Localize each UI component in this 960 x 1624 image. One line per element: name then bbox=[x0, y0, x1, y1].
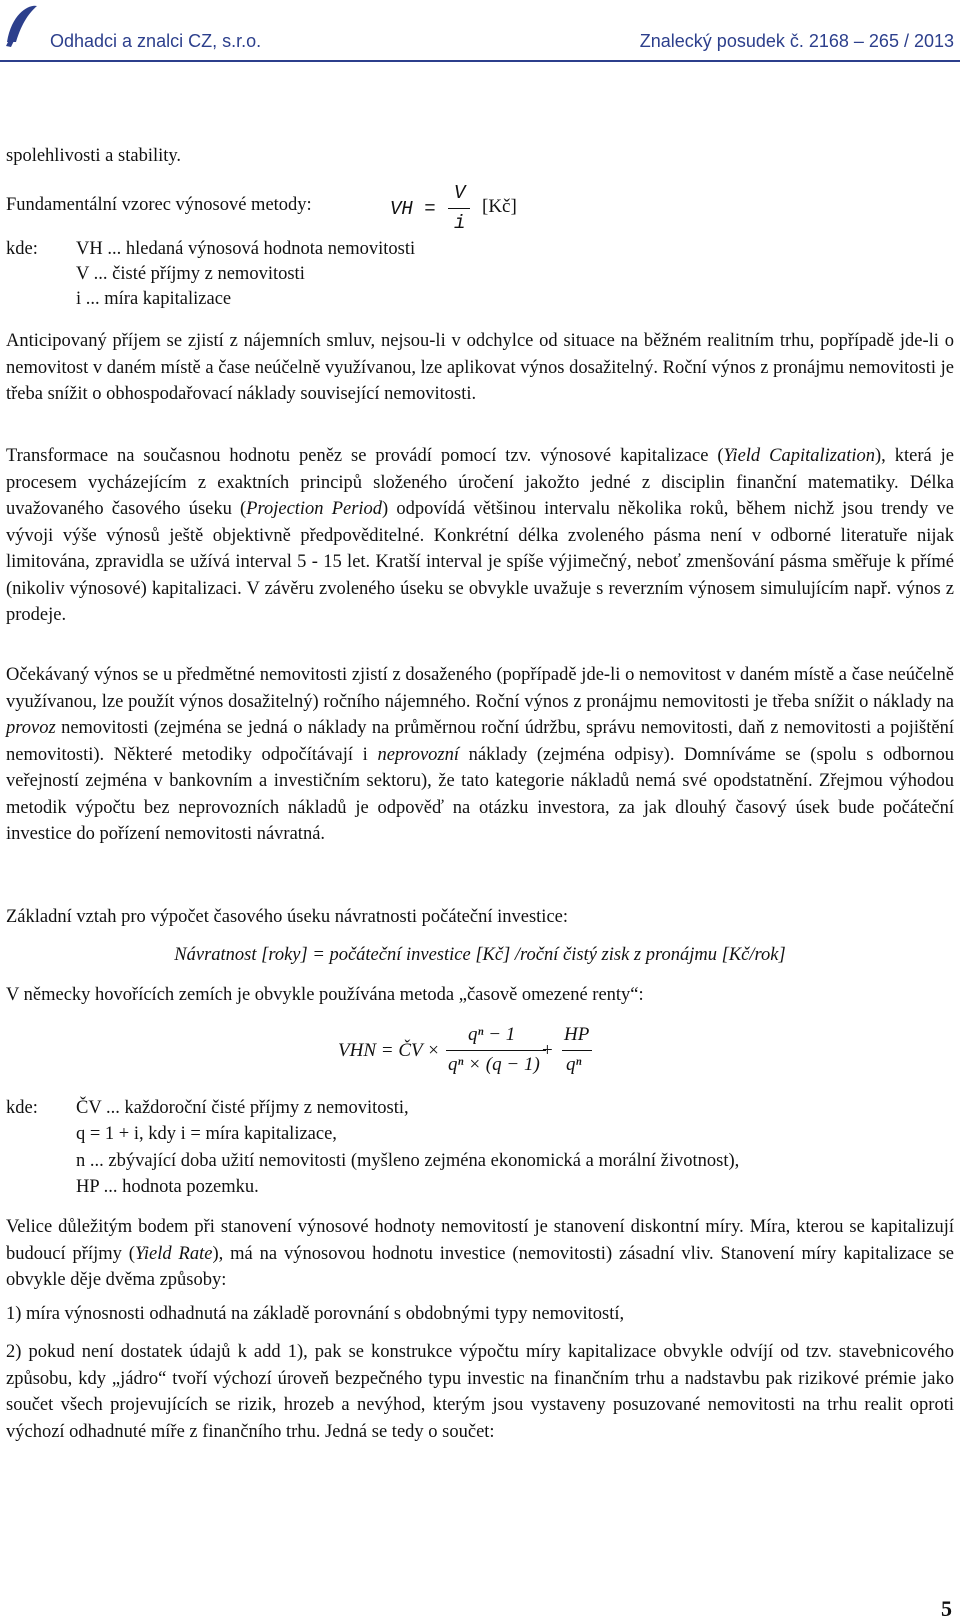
page-header bbox=[0, 0, 960, 64]
text-span: ) odpovídá většinou intervalu několika roků, během nichž jsou trendy ve vývoji výše výnosů ještě objektivně předpověditelné. Konkrétní délka zvoleného pásma není v odborné literatuře nijak limitována, zpravidla se užívá interval 5 - 15 let. Kratší interval je spíše výjimečný, neboť zmenšování pásma směřuje k přímé (nikoliv výnosové) kapitalizaci. V závěru zvoleného úseku se obvykle uvažuje s reverzním výnosem simulujícím např. výnos z prodeje. bbox=[6, 499, 954, 625]
paragraph-basic-relation: Základní vztah pro výpočet časového úseku návratnosti počáteční investice: bbox=[6, 907, 569, 927]
text-span: Očekávaný výnos se u předmětné nemovitosti zjistí z dosaženého (popřípadě jde-li o nemovitost v daném místě a čase neúčelně využívanou, lze použít výnos dosažitelný) ročního nájemného. Roční výnos z pronájmu nemovitosti je třeba snížit o náklady na bbox=[6, 665, 954, 712]
kde-item: n ... zbývající doba užití nemovitosti (myšleno zejména ekonomická a morální životnost), bbox=[76, 1151, 740, 1171]
italic-term: Yield Capitalization bbox=[723, 446, 875, 466]
vhn-numerator-2: HP bbox=[564, 1024, 590, 1045]
paragraph-anticipated-income: Anticipovaný příjem se zjistí z nájemních smluv, nejsou-li v odchylce od situace na běžném realitním trhu, popřípadě jde-li o nemovitost v daném místě a čase neúčelně využívanou, lze aplikovat výnos dosažitelný. Roční výnos z pronájmu nemovitosti je třeba snížit o obhospodařovací náklady související nemovitosti. bbox=[6, 331, 954, 404]
text-span: ), má na výnosovou hodnotu investice (nemovitosti) zásadní vliv. Stanovení míry kapitalizace se obvykle děje dvěma způsoby: bbox=[6, 1243, 955, 1290]
italic-term: Projection Period bbox=[246, 499, 383, 519]
fraction-bar bbox=[562, 1050, 592, 1051]
vhn-numerator: qⁿ − 1 bbox=[468, 1024, 516, 1045]
company-logo-icon bbox=[4, 2, 40, 48]
kde-label: kde: bbox=[6, 1098, 38, 1118]
text-span: Transformace na současnou hodnotu peněz se provádí pomocí tzv. výnosové kapitalizace ( bbox=[6, 446, 724, 466]
list-item-2: 2) pokud není dostatek údajů k add 1), pak se konstrukce výpočtu míry kapitalizace obvykle odvíjí od tzv. stavebnicového způsobu, kdy „jádro“ tvoří výchozí úroveň bezpečného typu investic na finančním trhu a nadstavbu pak rizikové prémie jako součet všech projevujících se rizik, hrozeb a nevýhod, kterým jsou vystaveny posuzované nemovitosti na trhu realit oproti výchozí odhadnuté míře z finančního trhu. Jedná se tedy o součet: bbox=[6, 1342, 954, 1442]
kde-item: HP ... hodnota pozemku. bbox=[76, 1177, 259, 1197]
paragraph-expected-yield bbox=[6, 662, 954, 848]
vhn-lhs: VHN = ČV × bbox=[338, 1040, 440, 1061]
italic-term: neprovozní bbox=[377, 744, 459, 765]
fundamental-formula-label: Fundamentální vzorec výnosové metody: bbox=[6, 195, 312, 215]
kde-item: q = 1 + i, kdy i = míra kapitalizace, bbox=[76, 1124, 337, 1144]
plus-sign: + bbox=[542, 1040, 553, 1061]
kde-item: i ... míra kapitalizace bbox=[76, 289, 232, 309]
text-span: Velice důležitým bodem při stanovení výnosové hodnoty nemovitostí je stanovení diskontní míry. Míra, kterou se kapitalizují budoucí příjmy ( bbox=[6, 1217, 954, 1264]
italic-term: Yield Rate bbox=[134, 1243, 213, 1264]
kde-label: kde: bbox=[6, 239, 38, 259]
page-number: 5 bbox=[941, 1596, 952, 1621]
vhn-denominator: qⁿ × (q − 1) bbox=[448, 1054, 540, 1075]
fraction-bar bbox=[446, 1050, 546, 1051]
italic-term: provoz bbox=[6, 718, 56, 738]
kde-item: V ... čisté příjmy z nemovitosti bbox=[76, 264, 305, 284]
formula-numerator: V bbox=[454, 182, 466, 204]
text-line: spolehlivosti a stability. bbox=[6, 146, 182, 166]
text-span: nemovitosti (zejména se jedná o náklady na průměrnou roční údržbu, správu nemovitosti, daň z nemovitosti a pojištění nemovitosti). Některé metodiky odpočítávají i bbox=[6, 718, 954, 765]
header-report-number: Znalecký posudek č. 2168 – 265 / 2013 bbox=[639, 31, 954, 51]
paragraph-german-method: V německy hovořících zemích je obvykle používána metoda „časově omezené renty“: bbox=[6, 985, 644, 1005]
paragraph-transformation bbox=[6, 443, 954, 629]
formula-unit: [Kč] bbox=[482, 196, 517, 217]
text-span: ), která je procesem vycházejícím z exaktních principů složeného úročení jakožto jedné z disciplin finanční matematiky. Délka uvažovaného časového úseku ( bbox=[6, 446, 954, 519]
paragraph-discount-rate bbox=[6, 1214, 954, 1294]
formula-denominator: i bbox=[454, 212, 466, 234]
fraction-bar bbox=[448, 208, 470, 209]
formula-lhs: VH = bbox=[390, 198, 436, 220]
list-item-1: 1) míra výnosnosti odhadnutá na základě porovnání s obdobnými typy nemovitostí, bbox=[6, 1304, 625, 1324]
kde-item: VH ... hledaná výnosová hodnota nemovitosti bbox=[76, 239, 416, 259]
vhn-denominator-2: qⁿ bbox=[566, 1054, 582, 1075]
payback-formula: Návratnost [roky] = počáteční investice [Kč] /roční čistý zisk z pronájmu [Kč/rok] bbox=[174, 945, 786, 965]
text-span: náklady (zejména odpisy). Domníváme se (spolu s odbornou veřejností zejména v bankovním a investičním sektoru), že tato kategorie nákladů nemá své opodstatnění. Zřejmou výhodou metodik výpočtu bez neprovozních nákladů je odpověď na otázku investora, za jak dlouhý časový úsek bude počáteční investice do pořízení nemovitosti návratná. bbox=[6, 744, 954, 844]
kde-item: ČV ... každoroční čisté příjmy z nemovitosti, bbox=[76, 1098, 409, 1118]
header-rule bbox=[0, 60, 960, 62]
header-company: Odhadci a znalci CZ, s.r.o. bbox=[50, 31, 262, 51]
vhn-formula bbox=[338, 1020, 618, 1084]
